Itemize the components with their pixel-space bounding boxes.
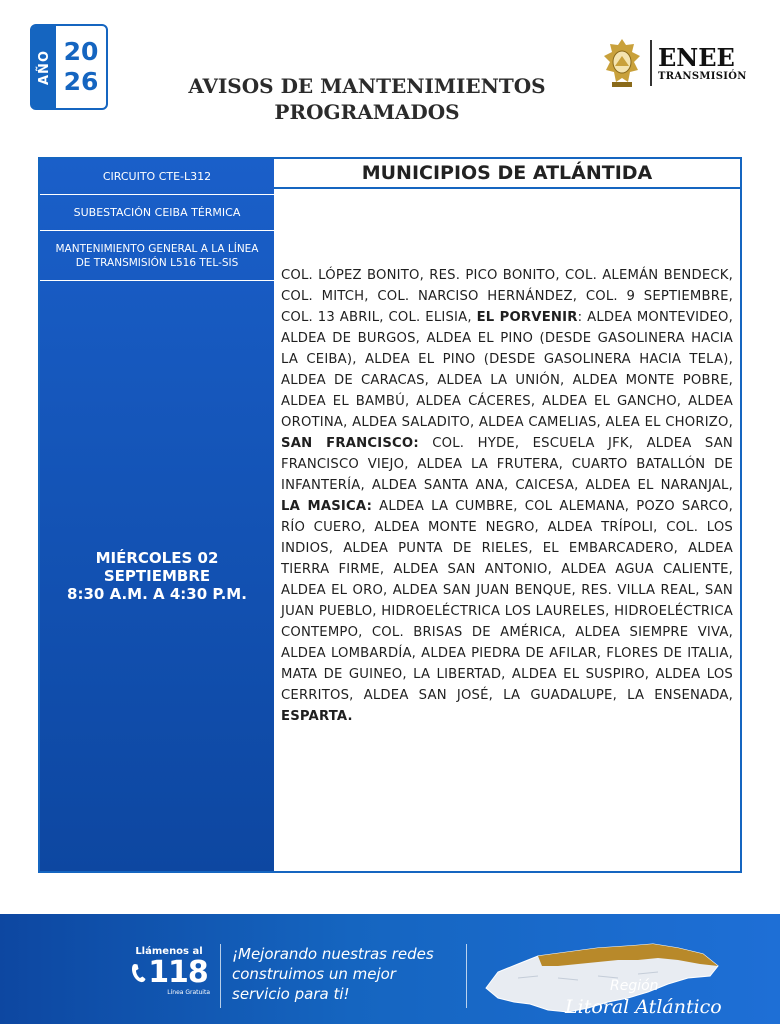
region-label: Región [610, 978, 659, 994]
logo-text [658, 42, 747, 82]
call-number: 118 [148, 955, 208, 990]
footer-divider-2 [466, 944, 467, 1008]
call-label: Llámenos al [135, 946, 203, 957]
enee-logo [600, 36, 747, 90]
page-title-line-1: AVISOS DE MANTENIMIENTOS [188, 74, 546, 98]
year-badge [30, 24, 108, 110]
substation-cell [40, 195, 274, 231]
area-list-segment: COL. HYDE, ESCUELA JFK, ALDEA SAN FRANCISCO VIEJO, ALDEA LA FRUTERA, CUARTO BATALLÓN DE INFANTERÍA, ALDEA SANTA ANA, CAICESA, ALDEA EL NARANJAL, [281, 436, 733, 493]
call-info [128, 946, 210, 996]
municipality-name: SAN FRANCISCO: [281, 436, 419, 451]
schedule-cell [40, 281, 274, 871]
schedule-date: MIÉRCOLES 02 SEPTIEMBRE [95, 549, 219, 585]
logo-subtitle: TRANSMISIÓN [658, 70, 747, 82]
year-digits [56, 26, 106, 108]
area-list-segment: COL. LÓPEZ BONITO, RES. PICO BONITO, COL. ALEMÁN BENDECK, COL. MITCH, COL. NARCISO HERNÁNDEZ, COL. 9 SEPTIEMBRE, COL. 13 ABRIL, COL. ELISIA, [281, 268, 733, 325]
area-list-segment: : ALDEA MONTEVIDEO, ALDEA DE BURGOS, ALDEA EL PINO (DESDE GASOLINERA HACIA LA CEIBA), ALDEA EL PINO (DESDE GASOLINERA HACIA TELA), ALDEA DE CARACAS, ALDEA LA UNIÓN, ALDEA MONTE POBRE, ALDEA EL BAMBÚ, ALDEA CÁCERES, ALDEA EL GANCHO, ALDEA OROTINA, ALDEA SALADITO, ALDEA CAMELIAS, ALEA EL CHORIZO, [281, 310, 734, 430]
municipalities-heading: MUNICIPIOS DE ATLÁNTIDA [274, 159, 740, 189]
phone-icon [130, 962, 148, 984]
maintenance-table [38, 157, 742, 873]
area-list-segment: ALDEA LA CUMBRE, COL ALEMANA, POZO SARCO, RÍO CUERO, ALDEA MONTE NEGRO, ALDEA TRÍPOLI, COL. LOS INDIOS, ALDEA PUNTA DE RIELES, EL EMBARCADERO, ALDEA TIERRA FIRME, ALDEA SAN ANTONIO, ALDEA AGUA CALIENTE, ALDEA EL ORO, ALDEA SAN JUAN BENQUE, RES. VILLA REAL, SAN JUAN PUEBLO, HIDROELÉCTRICA LOS LAURELES, HIDROELÉCTRICA CONTEMPO, COL. BRISAS DE AMÉRICA, ALDEA SIEMPRE VIVA, ALDEA LOMBARDÍA, ALDEA PIEDRA DE AFILAR, FLORES DE ITALIA, MATA DE GUINEO, LA LIBERTAD, ALDEA EL SUSPIRO, ALDEA LOS CERRITOS, ALDEA SAN JOSÉ, LA GUADALUPE, LA ENSENADA, [281, 499, 733, 703]
maintenance-line-2: DE TRANSMISIÓN L516 TEL-SIS [75, 256, 239, 269]
footer-banner [0, 914, 780, 1024]
logo-name: ENEE [658, 42, 735, 72]
municipality-name: LA MASICA: [281, 499, 373, 514]
circuit-text: CIRCUITO CTE-L312 [102, 170, 212, 183]
footer-divider-1 [220, 944, 221, 1008]
details-column [40, 159, 274, 871]
slogan-line-1: ¡Mejorando nuestras redes [232, 945, 434, 963]
maintenance-cell [40, 231, 274, 281]
call-number-row [128, 955, 210, 990]
page-title [150, 73, 584, 125]
affected-areas-text [281, 265, 733, 727]
maintenance-line-1: MANTENIMIENTO GENERAL A LA LÍNEA [55, 242, 259, 255]
circuit-cell [40, 159, 274, 195]
year-line-2: 26 [63, 67, 99, 96]
municipality-name: ESPARTA. [281, 709, 353, 724]
logo-divider [650, 40, 652, 86]
slogan-line-3: servicio para ti! [232, 985, 350, 1003]
slogan [232, 944, 472, 1004]
substation-text: SUBESTACIÓN CEIBA TÉRMICA [73, 206, 241, 219]
year-label-box [32, 26, 56, 108]
region-name: Litoral Atlántico [565, 996, 722, 1018]
honduras-coat-of-arms-icon [600, 36, 644, 90]
year-label: AÑO [36, 49, 52, 85]
schedule-time: 8:30 A.M. A 4:30 P.M. [67, 585, 247, 603]
year-line-1: 20 [63, 37, 99, 66]
slogan-line-2: construimos un mejor [232, 965, 396, 983]
municipality-name: EL PORVENIR [476, 310, 578, 325]
page-title-line-2: PROGRAMADOS [274, 100, 460, 124]
call-note: Línea Gratuita [167, 989, 210, 996]
